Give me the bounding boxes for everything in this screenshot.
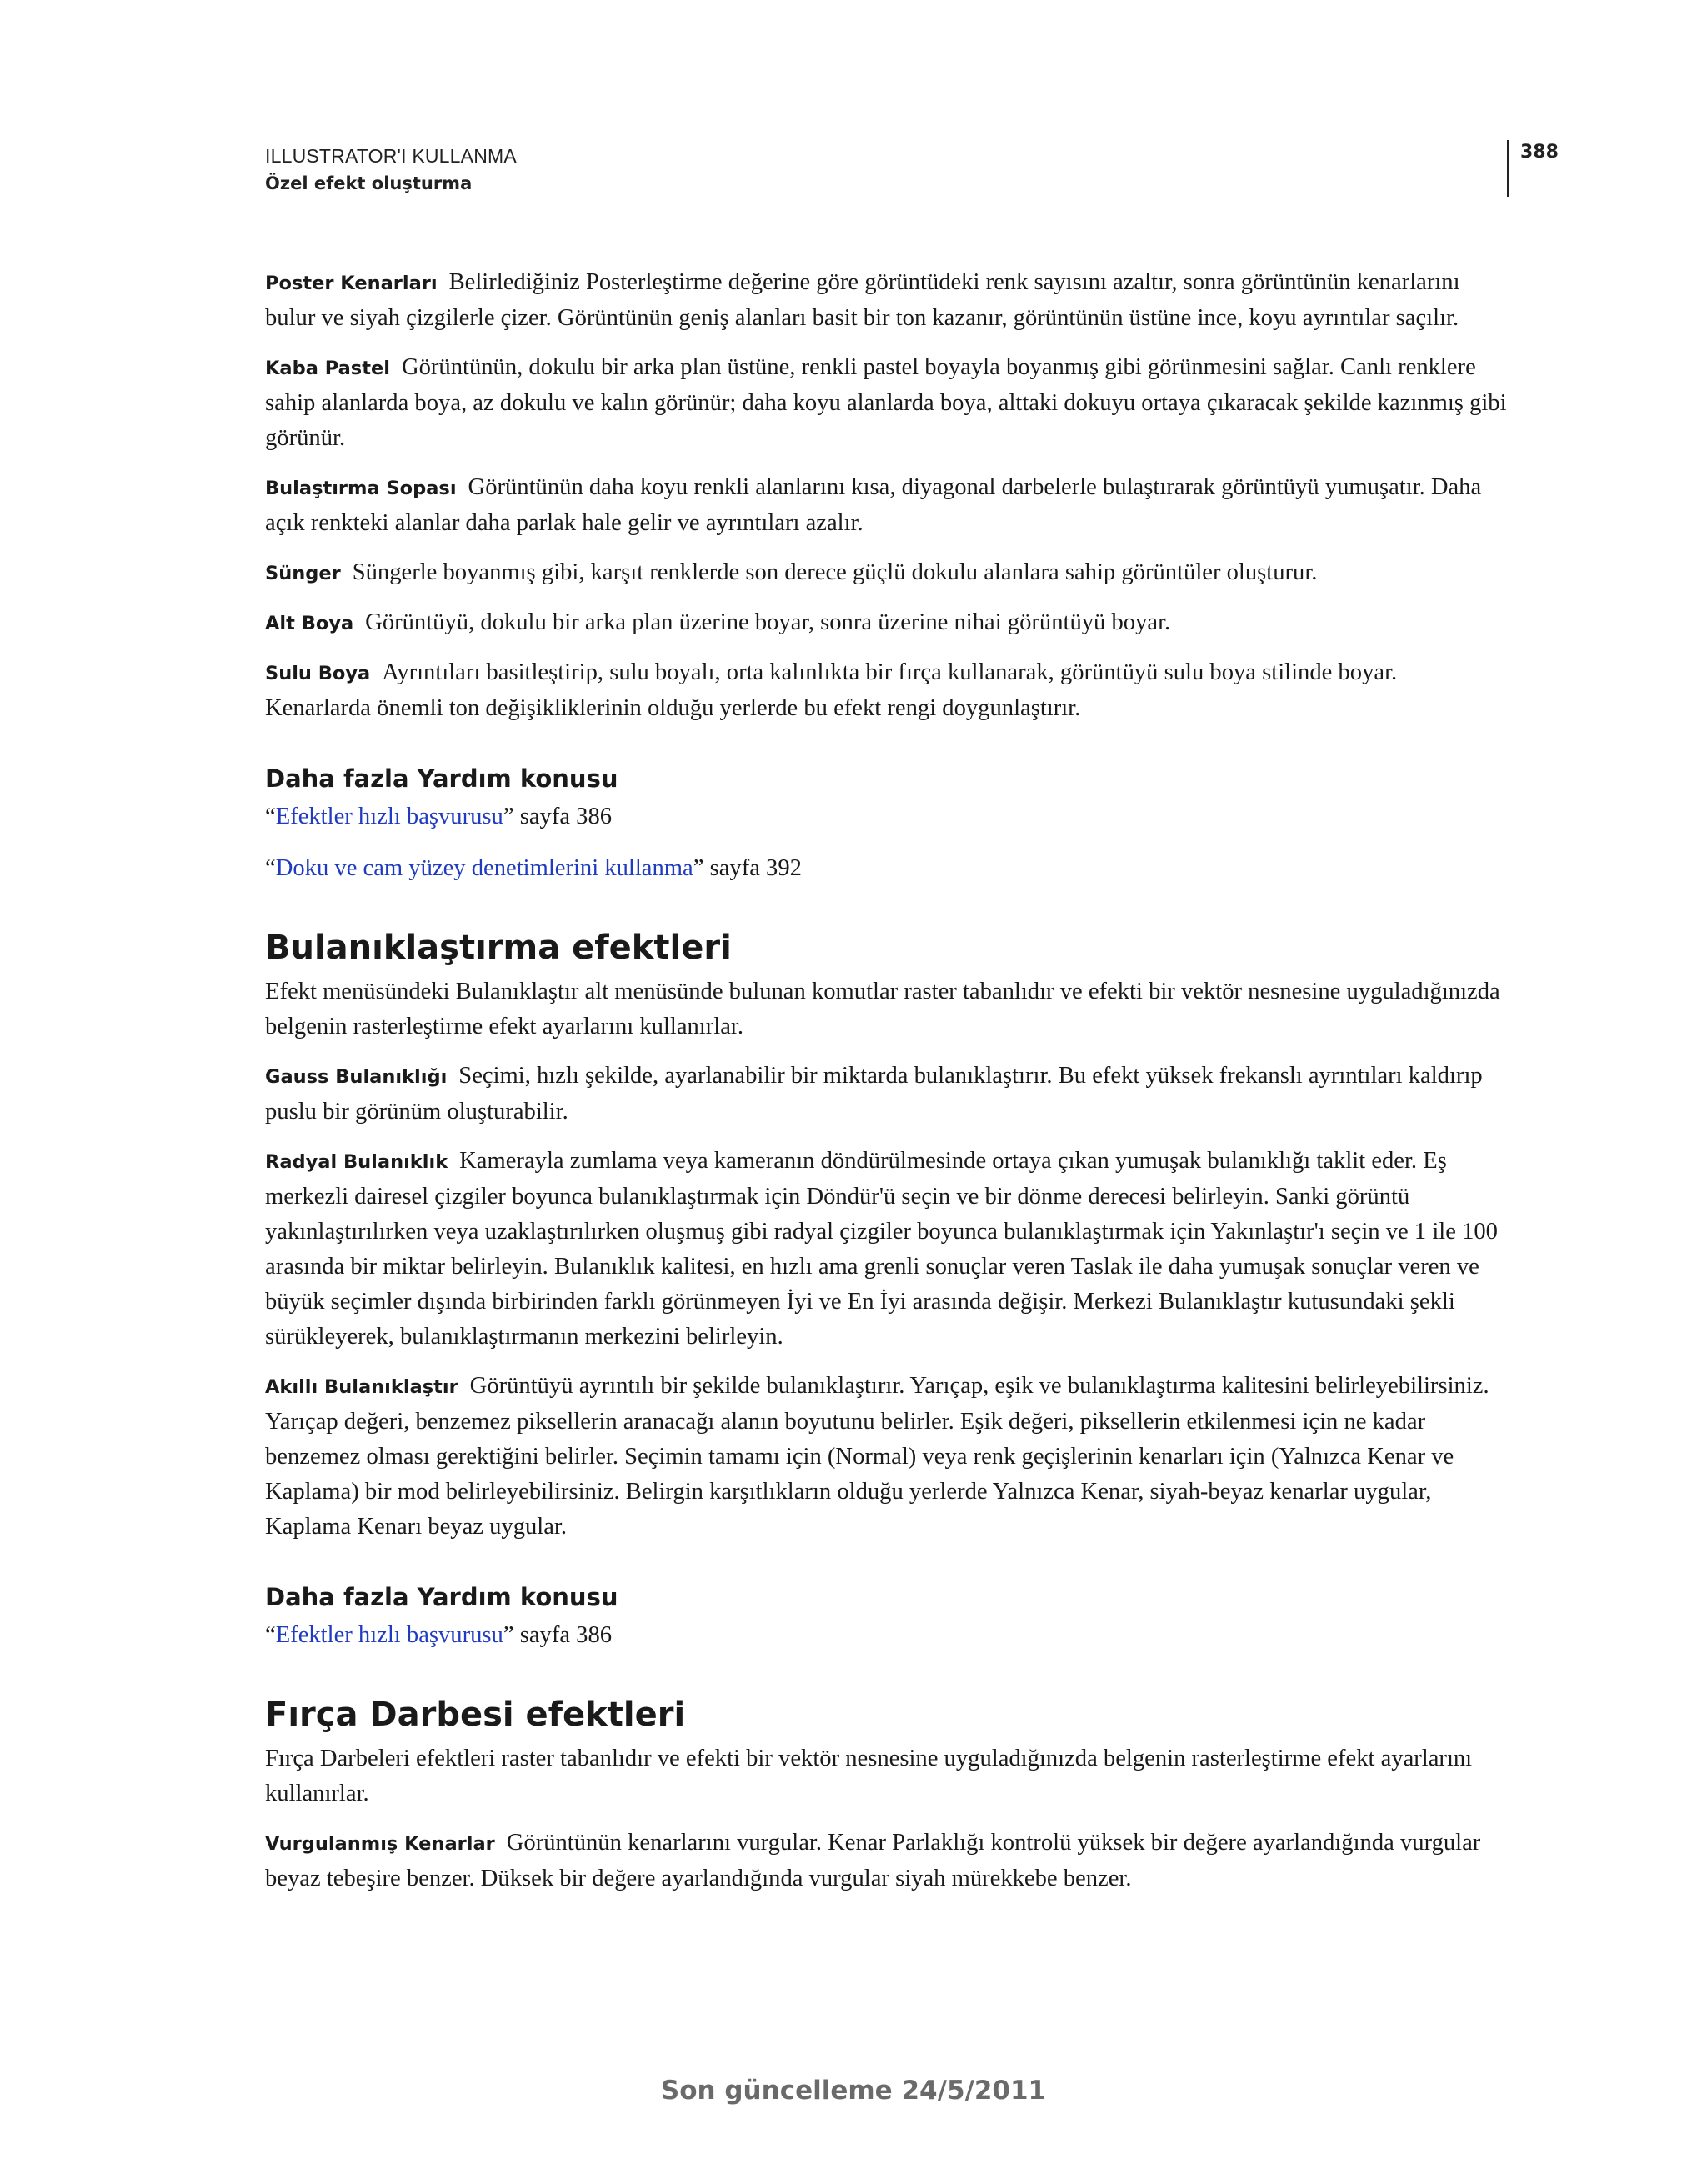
- help-link-line: [265, 799, 1507, 834]
- definition-text: Görüntünün daha koyu renkli alanlarını kısa, diyagonal darbelerle bulaştırarak görüntüyü yumuşatır. Daha açık renkteki alanlar daha parlak hale gelir ve ayrıntıları azalır.: [265, 474, 1482, 536]
- help-link[interactable]: Doku ve cam yüzey denetimlerini kullanma: [275, 855, 693, 881]
- definition-text: Seçimi, hızlı şekilde, ayarlanabilir bir miktarda bulanıklaştırır. Bu efekt yüksek frekanslı ayrıntıları kaldırıp puslu bir görünüm oluşturabilir.: [265, 1063, 1483, 1125]
- help-link[interactable]: Efektler hızlı başvurusu: [275, 1622, 503, 1648]
- help-link-line: [265, 851, 1507, 886]
- open-quote: “: [265, 855, 276, 881]
- section-heading: Bulanıklaştırma efektleri: [265, 929, 732, 967]
- section-heading: Fırça Darbesi efektleri: [265, 1696, 686, 1734]
- definition-text: Süngerle boyanmış gibi, karşıt renklerde son derece güçlü dokulu alanlara sahip görüntüler oluşturur.: [352, 559, 1318, 585]
- definition-text: Belirlediğiniz Posterleştirme değerine göre görüntüdeki renk sayısını azaltır, sonra görüntünün kenarlarını bulur ve siyah çizgilerle çizer. Görüntünün geniş alanları basit bir ton kazanır, görüntünün üstüne ince, koyu ayrıntılar saçılır.: [265, 269, 1460, 331]
- header-subtitle: Özel efekt oluşturma: [265, 173, 473, 193]
- definition-entry: [265, 1826, 1507, 1896]
- help-heading: Daha fazla Yardım konusu: [265, 1583, 618, 1611]
- definition-term: Sulu Boya: [265, 663, 371, 684]
- definition-entry: [265, 605, 1507, 641]
- definition-text: Görüntünün, dokulu bir arka plan üstüne, renkli pastel boyayla boyanmış gibi görünmesini sağlar. Canlı renklere sahip alanlarda boya, az dokulu ve kalın görünür; daha koyu alanlarda boya, alttaki dokuyu ortaya çıkaracak şekilde kazınmış gibi görünür.: [265, 354, 1507, 451]
- page-reference: ” sayfa 386: [503, 1622, 613, 1648]
- help-link-line: [265, 1618, 1507, 1653]
- definition-entry: [265, 470, 1507, 541]
- page-number: 388: [1520, 142, 1559, 163]
- definition-term: Kaba Pastel: [265, 358, 390, 379]
- definition-entry: [265, 555, 1507, 591]
- definition-text: Ayrıntıları basitleştirip, sulu boyalı, orta kalınlıkta bir fırça kullanarak, görüntüyü sulu boya stilinde boyar. Kenarlarda önemli ton değişikliklerinin olduğu yerlerde bu efekt rengi doygunlaştırır.: [265, 659, 1398, 721]
- definition-term: Vurgulanmış Kenarlar: [265, 1833, 495, 1855]
- definition-term: Poster Kenarları: [265, 273, 438, 294]
- definition-entry: [265, 655, 1507, 726]
- definition-text: Kamerayla zumlama veya kameranın döndürülmesinde ortaya çıkan yumuşak bulanıklığı taklit eder. Eş merkezli dairesel çizgiler boyunca bulanıklaştırmak için Döndür'ü seçin ve bir dönme derecesi belirleyin. Sanki görüntü yakınlaştırılırken veya uzaklaştırılırken oluşmuş gibi radyal çizgiler boyunca bulanıklaştırmak için Yakınlaştır'ı seçin ve 1 ile 100 arasında bir miktar belirleyin. Bulanıklık kalitesi, en hızlı ama grenli sonuçlar veren Taslak ile daha yumuşak sonuçlar veren ve büyük seçimler dışında birbirinden farklı görünmeyen İyi ve En İyi arasında değişir. Merkezi Bulanıklaştır kutusundaki şekli sürükleyerek, bulanıklaştırmanın merkezini belirleyin.: [265, 1148, 1498, 1350]
- definition-text: Görüntüyü, dokulu bir arka plan üzerine boyar, sonra üzerine nihai görüntüyü boyar.: [365, 609, 1171, 635]
- help-link[interactable]: Efektler hızlı başvurusu: [275, 804, 503, 829]
- header-divider: [1507, 140, 1509, 197]
- help-heading: Daha fazla Yardım konusu: [265, 764, 618, 793]
- definition-term: Bulaştırma Sopası: [265, 478, 457, 499]
- header-title: ILLUSTRATOR'I KULLANMA: [265, 145, 517, 167]
- running-header: [265, 142, 1565, 197]
- definition-text: Görüntüyü ayrıntılı bir şekilde bulanıklaştırır. Yarıçap, eşik ve bulanıklaştırma kalitesini belirleyebilirsiniz. Yarıçap değeri, benzemez piksellerin aranacağı alanın boyutunu belirler. Eşik değeri, piksellerin etkilenmesi için ne kadar benzemez olması gerektiğini belirler. Seçimin tamamı için (Normal) veya renk geçişlerinin kenarları için (Yalnızca Kenar ve Kaplama) bir mod belirleyebilirsiniz. Belirgin karşıtlıkların olduğu yerlerde Yalnızca Kenar, siyah-beyaz kenarlar uygular, Kaplama Kenarı beyaz uygular.: [265, 1373, 1489, 1540]
- definition-entry: [265, 350, 1507, 456]
- definition-term: Radyal Bulanıklık: [265, 1151, 448, 1173]
- definition-term: Gauss Bulanıklığı: [265, 1066, 448, 1088]
- definition-entry: [265, 265, 1507, 336]
- open-quote: “: [265, 1622, 276, 1648]
- definition-term: Sünger: [265, 563, 341, 584]
- page-reference: ” sayfa 392: [693, 855, 802, 881]
- definition-entry: [265, 1144, 1507, 1355]
- open-quote: “: [265, 804, 276, 829]
- definition-term: Alt Boya: [265, 613, 354, 634]
- definition-entry: [265, 1059, 1507, 1130]
- page-footer: Son güncelleme 24/5/2011: [660, 2076, 1047, 2106]
- definition-text: Görüntünün kenarlarını vurgular. Kenar Parlaklığı kontrolü yüksek bir değere ayarlandığında vurgular beyaz tebeşire benzer. Düksek bir değere ayarlandığında vurgular siyah mürekkebe benzer.: [265, 1830, 1481, 1891]
- definition-term: Akıllı Bulanıklaştır: [265, 1376, 458, 1398]
- definition-entry: [265, 1369, 1507, 1545]
- page-reference: ” sayfa 386: [503, 804, 613, 829]
- section-intro: Fırça Darbeleri efektleri raster tabanlıdır ve efekti bir vektör nesnesine uyguladığınızda belgenin rasterleştirme efekt ayarlarını kullanırlar.: [265, 1746, 1473, 1806]
- section-intro: Efekt menüsündeki Bulanıklaştır alt menüsünde bulunan komutlar raster tabanlıdır ve efekti bir vektör nesnesine uyguladığınızda belgenin rasterleştirme efekt ayarlarını kullanırlar.: [265, 979, 1500, 1039]
- page-content: [265, 265, 1507, 1911]
